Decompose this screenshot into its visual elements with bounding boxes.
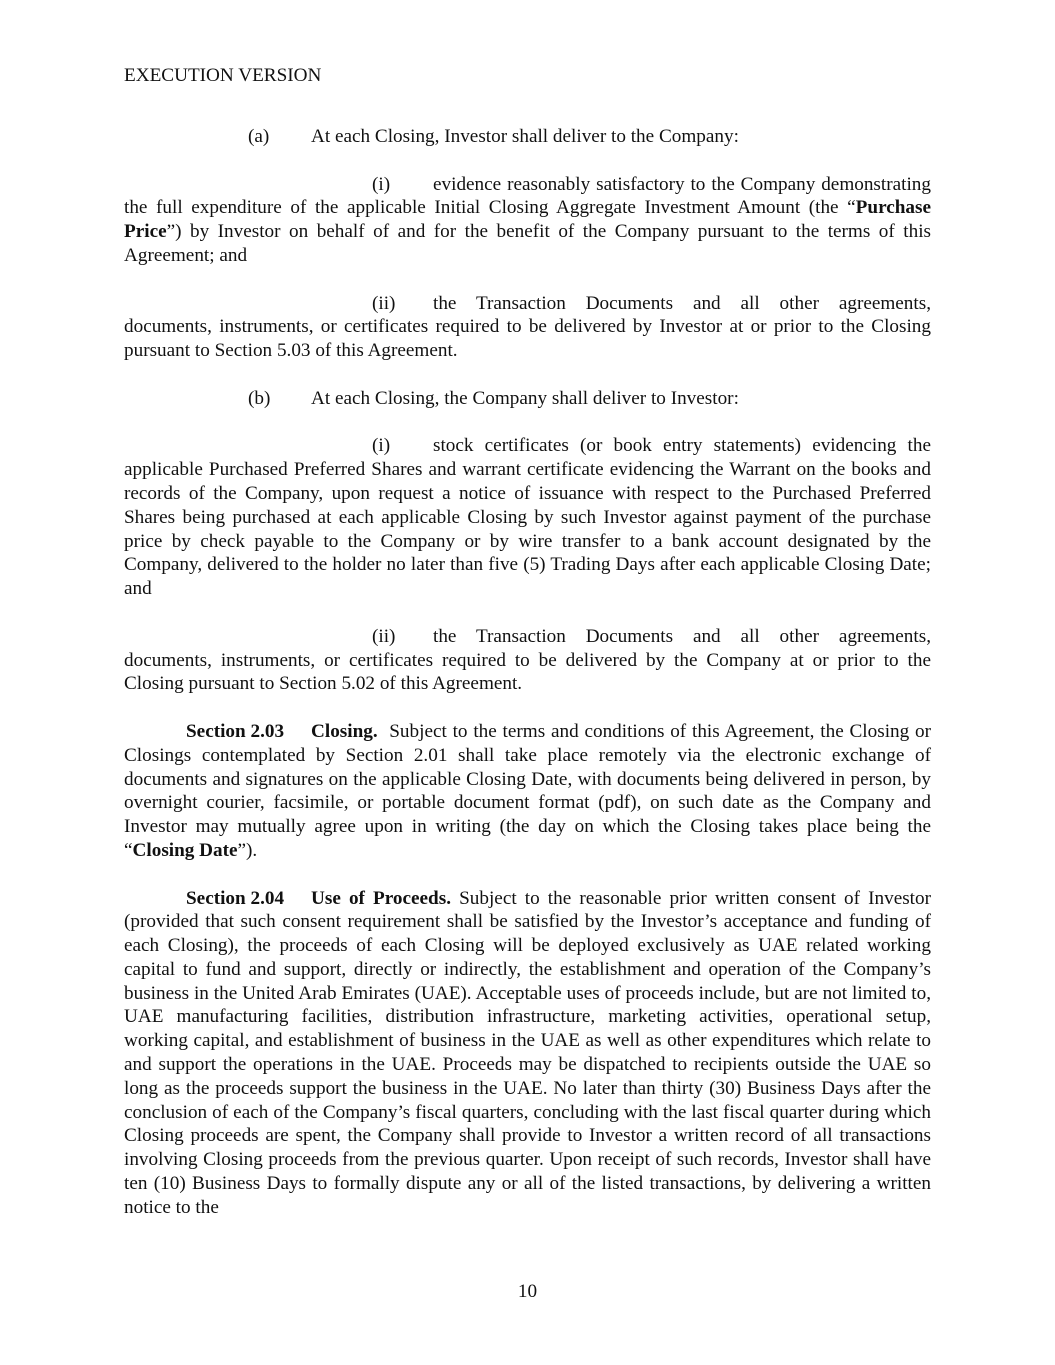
- document-body: [124, 125, 931, 1243]
- clause-a: [124, 125, 931, 149]
- clause-a-i-text-after: ”) by Investor on behalf of and for the benefit of the Company pursuant to the terms of this Agreement; and: [124, 221, 931, 266]
- clause-b-ii: [124, 625, 931, 696]
- section-2-03-title: Closing.: [311, 720, 378, 742]
- clause-b-i-label: (i): [372, 435, 391, 457]
- clause-b-i: [124, 434, 931, 601]
- section-2-04-title: Use of Proceeds.: [311, 887, 451, 909]
- defined-term-closing-date: Closing Date: [132, 839, 238, 861]
- section-2-03: [124, 720, 931, 863]
- clause-a-i-label: (i): [372, 173, 391, 195]
- clause-b-ii-text: the Transaction Documents and all other agreements, documents, instruments, or certificates required to be delivered by the Company at or prior to the Closing pursuant to Section 5.02 of this Agreement.: [124, 625, 931, 695]
- section-2-04-number: Section 2.04: [186, 887, 285, 909]
- clause-b-i-text: stock certificates (or book entry statements) evidencing the applicable Purchased Preferred Shares and warrant certificate evidencing the Warrant on the books and records of the Company, upon request a notice of issuance with respect to the Purchased Preferred Shares being purchased at each applicable Closing by such Investor against payment of the purchase price by check payable to the Company or by wire transfer to a bank account designated by the Company, delivered to the holder no later than five (5) Trading Days after each applicable Closing Date; and: [124, 435, 931, 600]
- clause-b-text: At each Closing, the Company shall deliver to Investor:: [311, 387, 739, 409]
- section-2-04-text: Subject to the reasonable prior written consent of Investor (provided that such consent requirement shall be satisfied by the Investor’s acceptance and funding of each Closing), the proceeds of each Closing will be deployed exclusively as UAE related working capital to fund and support, directly or indirectly, the establishment and operation of the Company’s business in the United Arab Emirates (UAE). Acceptable uses of proceeds include, but are not limited to, UAE manufacturing facilities, distribution infrastructure, marketing activities, operational setup, working capital, and establishment of business in the UAE as well as other expenditures which relate to and support the operations in the UAE. Proceeds may be dispatched to recipients outside the UAE so long as the proceeds support the business in the UAE. No later than thirty (30) Business Days after the conclusion of each of the Company’s fiscal quarters, concluding with the last fiscal quarter during which Closing proceeds are spent, the Company shall provide to Investor a written record of all transactions involving Closing proceeds from the previous quarter. Upon receipt of such records, Investor shall have ten (10) Business Days to formally dispute any or all of the listed transactions, by delivering a written notice to the: [124, 887, 931, 1218]
- clause-a-i: [124, 173, 931, 268]
- section-2-04: [124, 887, 931, 1220]
- clause-a-ii-text: the Transaction Documents and all other agreements, documents, instruments, or certificates required to be delivered by Investor at or prior to the Closing pursuant to Section 5.03 of this Agreement.: [124, 292, 931, 362]
- defined-term-purchase-price: Purchase Price: [124, 197, 931, 243]
- page-number: 10: [517, 1281, 538, 1302]
- section-2-03-text-after: ”).: [237, 839, 258, 861]
- clause-a-text: At each Closing, Investor shall deliver to the Company:: [311, 126, 739, 147]
- clause-b-label: (b): [248, 387, 271, 409]
- section-2-03-number: Section 2.03: [186, 720, 285, 742]
- clause-a-label: (a): [248, 126, 270, 147]
- execution-version-header: EXECUTION VERSION: [124, 65, 322, 86]
- section-2-03-text-before: Subject to the terms and conditions of this Agreement, the Closing or Closings contemplated by Section 2.01 shall take place remotely via the electronic exchange of documents and signatures on the applicable Closing Date, with documents being delivered in person, by overnight courier, facsimile, or portable document format (pdf), on such date as the Company and Investor may mutually agree upon in writing (the day on which the Closing takes place being the “: [124, 720, 931, 861]
- clause-a-ii: [124, 292, 931, 363]
- clause-b: [124, 387, 931, 411]
- clause-b-ii-label: (ii): [372, 625, 396, 647]
- clause-a-ii-label: (ii): [372, 292, 396, 314]
- clause-a-i-text-before: evidence reasonably satisfactory to the Company demonstrating the full expenditure of the applicable Initial Closing Aggregate Investment Amount (the “: [124, 173, 931, 219]
